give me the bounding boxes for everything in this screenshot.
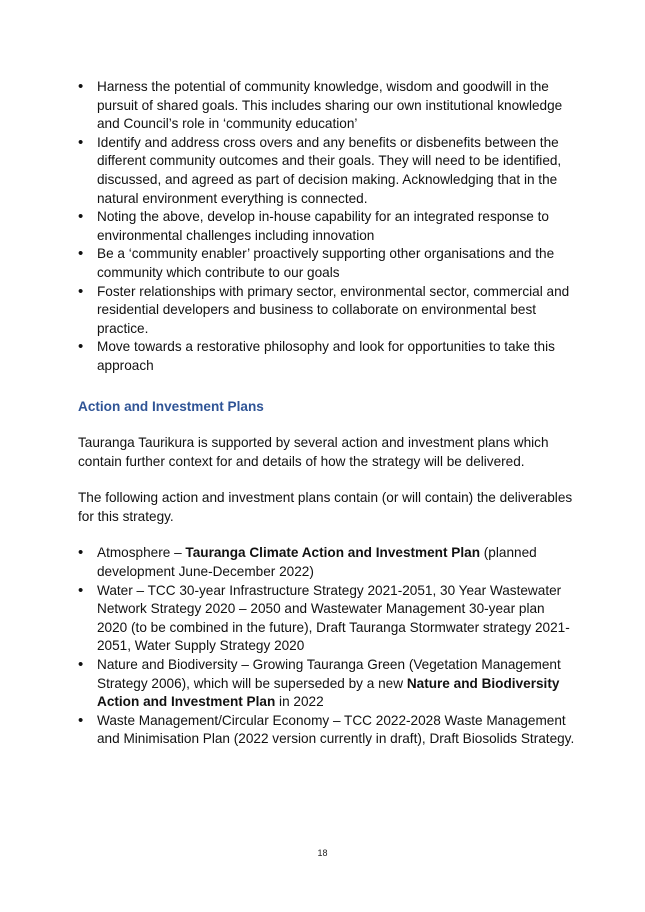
item-text: in 2022 — [275, 694, 324, 710]
list-item: • Foster relationships with primary sector, environmental sector, commercial and residential developers and business to collaborate on environmental best practice. — [78, 283, 578, 339]
page-content — [78, 78, 578, 749]
list-item: • Harness the potential of community knowledge, wisdom and goodwill in the pursuit of shared goals. This includes sharing our own institutional knowledge and Council’s role in ‘community education’ — [78, 78, 578, 134]
list-item: • Identify and address cross overs and any benefits or disbenefits between the different community outcomes and their goals. They will need to be identified, discussed, and agreed as part of decision making. Acknowledging that in the natural environment everything is connected. — [78, 134, 578, 208]
plan-title-bold: Tauranga Climate Action and Investment Plan — [185, 545, 480, 561]
goals-list — [78, 78, 578, 376]
page-number: 18 — [317, 848, 328, 858]
item-text: (planned development June-December 2022) — [97, 545, 537, 580]
intro-paragraph: Tauranga Taurikura is supported by several action and investment plans which contain further context for and details of how the strategy will be delivered. — [78, 435, 549, 469]
list-item-nature — [78, 656, 578, 712]
plan-title-bold: Nature and Biodiversity Action and Investment Plan — [97, 675, 560, 710]
section-heading: Action and Investment Plans — [78, 398, 264, 414]
list-item-atmosphere — [78, 544, 578, 581]
item-text: Atmosphere – — [97, 545, 186, 561]
list-item-waste: • Waste Management/Circular Economy – TCC 2022-2028 Waste Management and Minimisation Plan (2022 version currently in draft), Draft Biosolids Strategy. — [78, 712, 578, 749]
list-item: • Noting the above, develop in-house capability for an integrated response to environmental challenges including innovation — [78, 208, 578, 245]
list-item: • Move towards a restorative philosophy and look for opportunities to take this approach — [78, 338, 578, 375]
list-item: • Be a ‘community enabler’ proactively supporting other organisations and the community which contribute to our goals — [78, 245, 578, 282]
list-item-water: • Water – TCC 30-year Infrastructure Strategy 2021-2051, 30 Year Wastewater Network Strategy 2020 – 2050 and Wastewater Management 30-year plan 2020 (to be combined in the future), Draft Tauranga Stormwater strategy 2021-2051, Water Supply Strategy 2020 — [78, 582, 578, 656]
deliverables-paragraph: The following action and investment plans contain (or will contain) the deliverables for this strategy. — [78, 490, 573, 524]
item-text: Nature and Biodiversity – Growing Tauranga Green (Vegetation Management Strategy 2006), which will be superseded by a new — [97, 657, 561, 691]
plans-list — [78, 544, 578, 749]
